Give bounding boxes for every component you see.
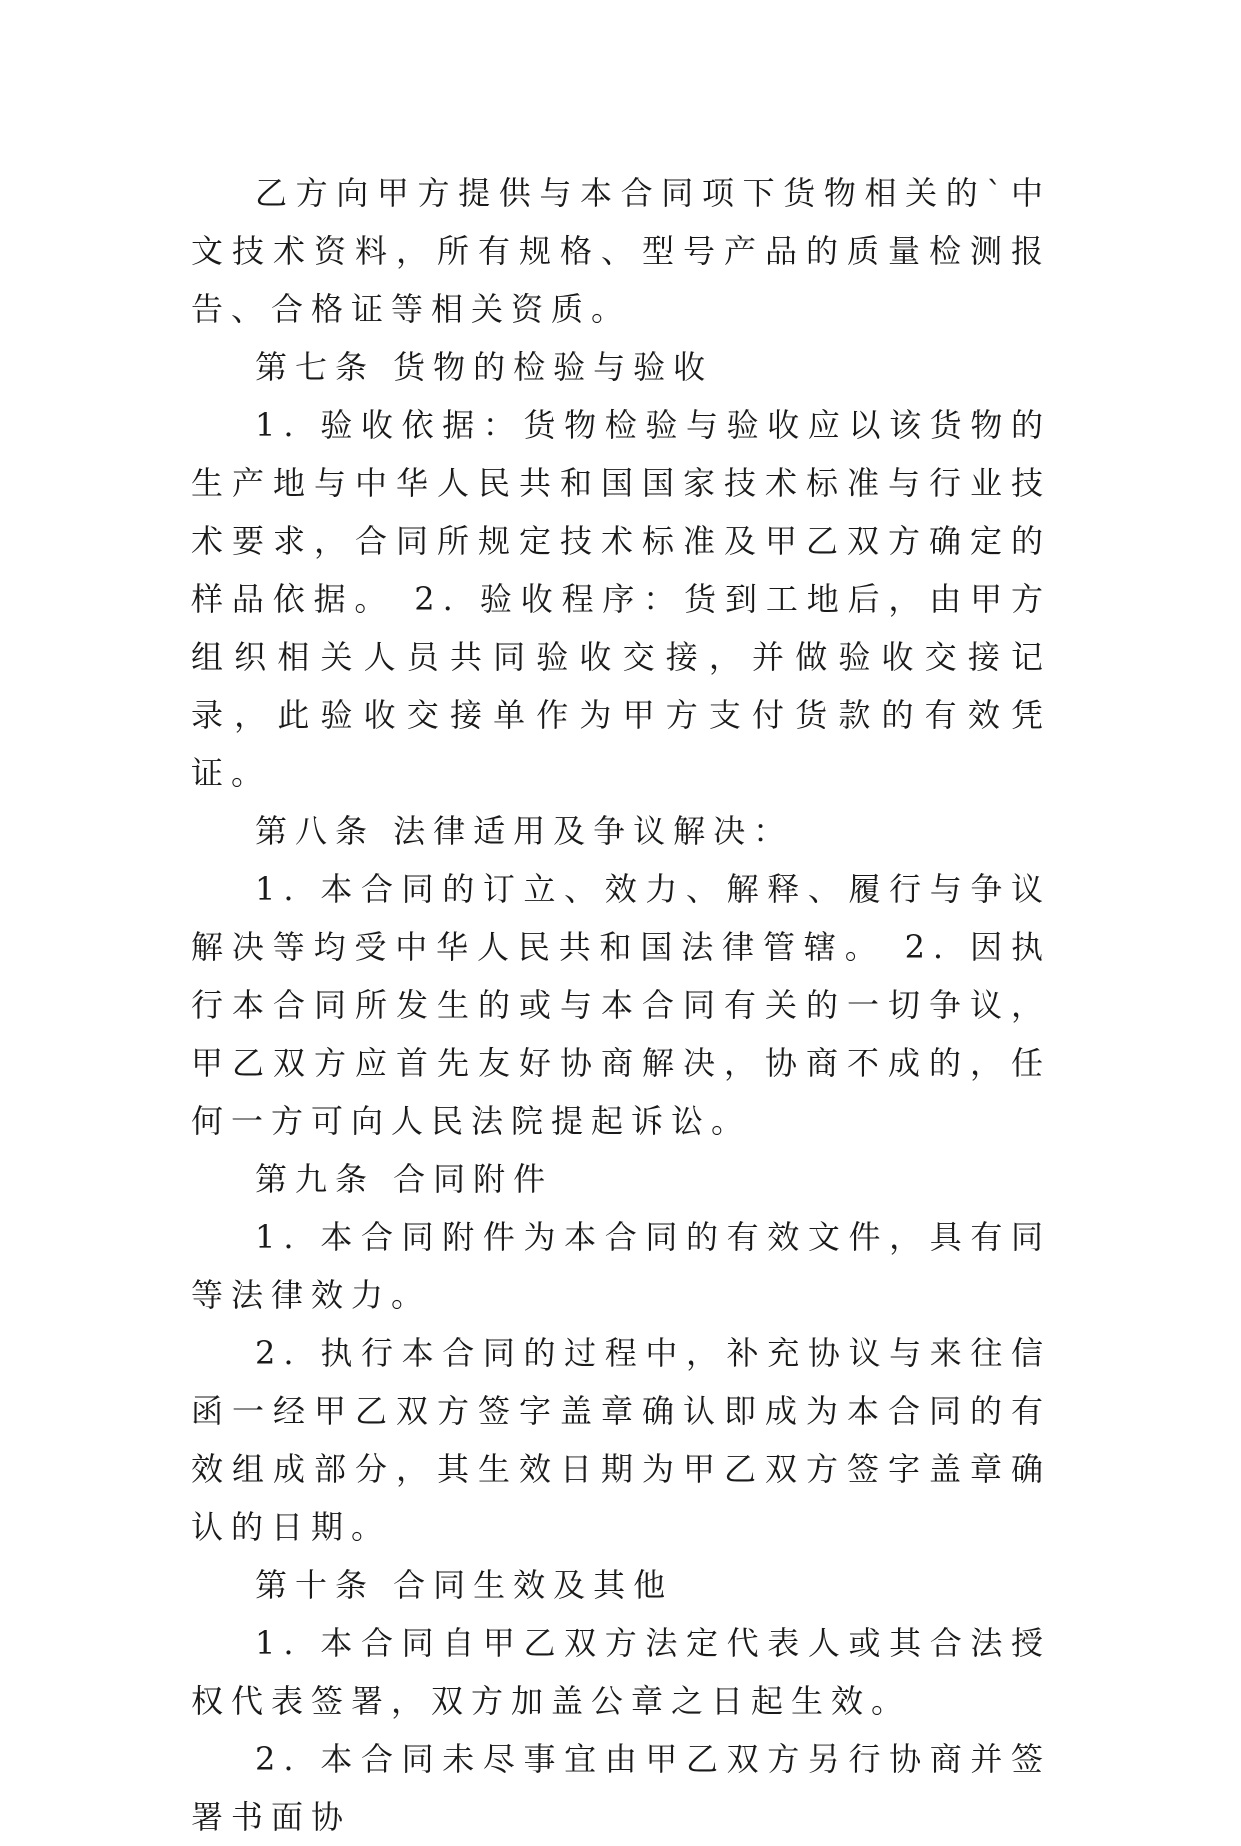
paragraph-supplementary-agreements: 2. 执行本合同的过程中，补充协议与来往信函一经甲乙双方签字盖章确认即成为本合同的有效组成部分，其生效日期为甲乙双方签字盖章确认的日期。 bbox=[191, 1334, 1051, 1546]
document-page bbox=[191, 164, 1051, 1846]
paragraph-attachments-validity: 1. 本合同附件为本合同的有效文件，具有同等法律效力。 bbox=[191, 1218, 1051, 1314]
paragraph-effective-date: 1. 本合同自甲乙双方法定代表人或其合法授权代表签署，双方加盖公章之日起生效。 bbox=[191, 1624, 1051, 1720]
paragraph-unresolved-matters: 2. 本合同未尽事宜由甲乙双方另行协商并签署书面协 bbox=[191, 1740, 1051, 1836]
article-10-heading: 第十条 合同生效及其他 bbox=[255, 1566, 674, 1604]
article-8-heading: 第八条 法律适用及争议解决： bbox=[255, 812, 794, 850]
paragraph-inspection-acceptance: 1. 验收依据：货物检验与验收应以该货物的生产地与中华人民共和国国家技术标准与行业技术要求，合同所规定技术标准及甲乙双方确定的样品依据。 2. 验收程序：货到工地后，由甲方组织相关人员共同验收交接，并做验收交接记录，此验收交接单作为甲方支付货款的有效凭证。 bbox=[191, 406, 1051, 792]
article-9-heading: 第九条 合同附件 bbox=[255, 1160, 554, 1198]
paragraph-technical-documents: 乙方向甲方提供与本合同项下货物相关的`中文技术资料，所有规格、型号产品的质量检测报告、合格证等相关资质。 bbox=[191, 174, 1051, 328]
article-7-heading: 第七条 货物的检验与验收 bbox=[255, 348, 714, 386]
paragraph-law-dispute: 1. 本合同的订立、效力、解释、履行与争议解决等均受中华人民共和国法律管辖。 2. 因执行本合同所发生的或与本合同有关的一切争议，甲乙双方应首先友好协商解决，协商不成的，任何一方可向人民法院提起诉讼。 bbox=[191, 870, 1051, 1140]
